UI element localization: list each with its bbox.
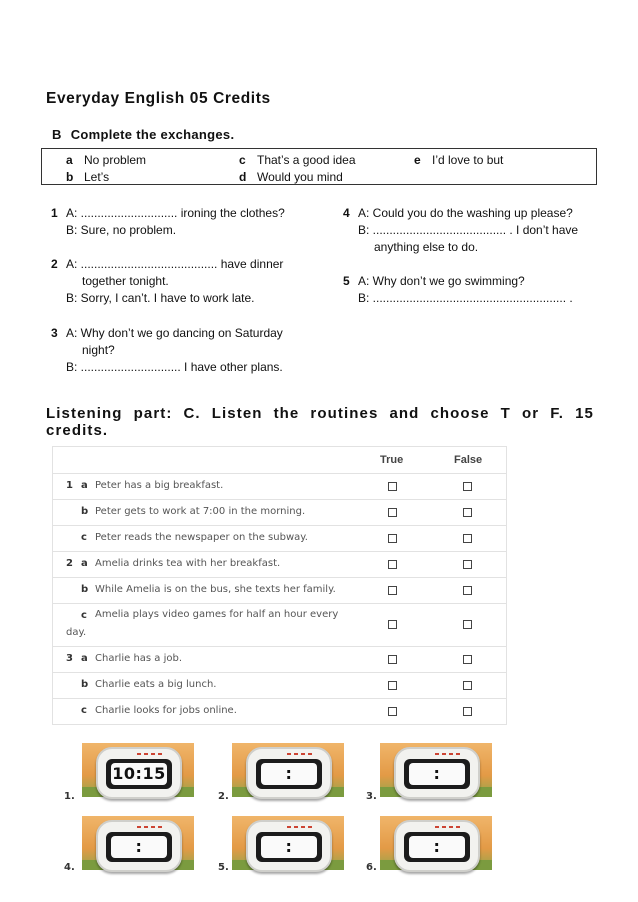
page-title: Everyday English 05 Credits <box>46 90 271 107</box>
exchange-line: B: .......................................................... . <box>358 291 573 305</box>
section-b-letter: B <box>52 127 62 142</box>
exchange-2 <box>51 256 311 311</box>
true-checkbox[interactable] <box>388 707 397 716</box>
exchange-line: A: ......................................... have dinner <box>66 257 284 271</box>
exchange-3 <box>51 325 311 380</box>
exchange-line: A: Why don’t we go dancing on Saturday <box>66 326 283 340</box>
word-option: d Would you mind <box>239 170 343 184</box>
alarm-clock-icon <box>226 743 344 803</box>
table-row: c Amelia plays video games for half an hour every day. <box>53 604 506 647</box>
exchange-number: 3 <box>51 326 58 340</box>
alarm-clock-icon <box>226 816 344 876</box>
true-checkbox[interactable] <box>388 586 397 595</box>
word-option: c That’s a good idea <box>239 153 356 167</box>
exchange-line: A: Could you do the washing up please? <box>358 206 573 220</box>
exchange-5 <box>343 273 603 313</box>
exchange-number: 2 <box>51 257 58 271</box>
clock-label: 5. <box>218 862 229 873</box>
table-row: 3 a Charlie has a job. <box>53 647 506 673</box>
false-checkbox[interactable] <box>463 707 472 716</box>
exchange-line: B: Sure, no problem. <box>66 223 177 237</box>
exchange-number: 4 <box>343 206 350 220</box>
exchange-number: 1 <box>51 206 58 220</box>
alarm-clock-icon <box>374 816 492 876</box>
exchange-line: anything else to do. <box>374 240 479 254</box>
false-checkbox[interactable] <box>463 586 472 595</box>
alarm-clock-icon <box>374 743 492 803</box>
clock-label: 4. <box>64 862 75 873</box>
true-checkbox[interactable] <box>388 681 397 690</box>
table-row: b Peter gets to work at 7:00 in the morning. <box>53 500 506 526</box>
true-checkbox[interactable] <box>388 655 397 664</box>
clock-time: : <box>261 836 317 858</box>
section-b-heading <box>52 127 234 142</box>
true-header: True <box>380 454 404 466</box>
alarm-clock-icon <box>76 816 194 876</box>
exchange-line: B: ........................................ . I don’t have <box>358 223 579 237</box>
table-row: b While Amelia is on the bus, she texts her family. <box>53 578 506 604</box>
exchange-1 <box>51 205 311 245</box>
true-checkbox[interactable] <box>388 508 397 517</box>
table-row: c Peter reads the newspaper on the subway. <box>53 526 506 552</box>
word-option: a No problem <box>66 153 147 167</box>
clock-time: 10:15 <box>112 764 166 783</box>
section-b-instruction: Complete the exchanges. <box>70 127 235 142</box>
false-checkbox[interactable] <box>463 620 472 629</box>
false-checkbox[interactable] <box>463 655 472 664</box>
exchange-line: B: .............................. I have other plans. <box>66 360 283 374</box>
clock-label: 2. <box>218 791 229 802</box>
clock-label: 3. <box>366 791 377 802</box>
table-row: 2 a Amelia drinks tea with her breakfast. <box>53 552 506 578</box>
exchange-line: night? <box>82 343 115 357</box>
table-row: c Charlie looks for jobs online. <box>53 699 506 724</box>
word-option: b Let’s <box>66 170 110 184</box>
true-checkbox[interactable] <box>388 620 397 629</box>
false-checkbox[interactable] <box>463 681 472 690</box>
true-checkbox[interactable] <box>388 534 397 543</box>
clock-label: 1. <box>64 791 75 802</box>
true-false-table <box>52 446 507 725</box>
false-checkbox[interactable] <box>463 534 472 543</box>
true-checkbox[interactable] <box>388 482 397 491</box>
clock-time: : <box>409 763 465 785</box>
exchange-line: together tonight. <box>82 274 169 288</box>
false-checkbox[interactable] <box>463 508 472 517</box>
true-checkbox[interactable] <box>388 560 397 569</box>
false-checkbox[interactable] <box>463 560 472 569</box>
exchange-number: 5 <box>343 274 350 288</box>
word-option: e I’d love to but <box>414 153 504 167</box>
false-header: False <box>454 454 483 466</box>
listening-heading: Listening part: C. Listen the routines and choose T or F. 15 credits. <box>46 405 594 439</box>
word-box <box>41 148 597 185</box>
clock-time: : <box>409 836 465 858</box>
clock-label: 6. <box>366 862 377 873</box>
table-header <box>53 447 506 474</box>
alarm-clock-icon <box>76 743 194 803</box>
exchange-line: B: Sorry, I can’t. I have to work late. <box>66 291 255 305</box>
exchange-line: A: ............................. ironing the clothes? <box>66 206 285 220</box>
table-row: 1 a Peter has a big breakfast. <box>53 474 506 500</box>
false-checkbox[interactable] <box>463 482 472 491</box>
exchange-4 <box>343 205 603 260</box>
clock-time: : <box>111 836 167 858</box>
table-row: b Charlie eats a big lunch. <box>53 673 506 699</box>
clock-time: : <box>261 763 317 785</box>
exchange-line: A: Why don’t we go swimming? <box>358 274 525 288</box>
